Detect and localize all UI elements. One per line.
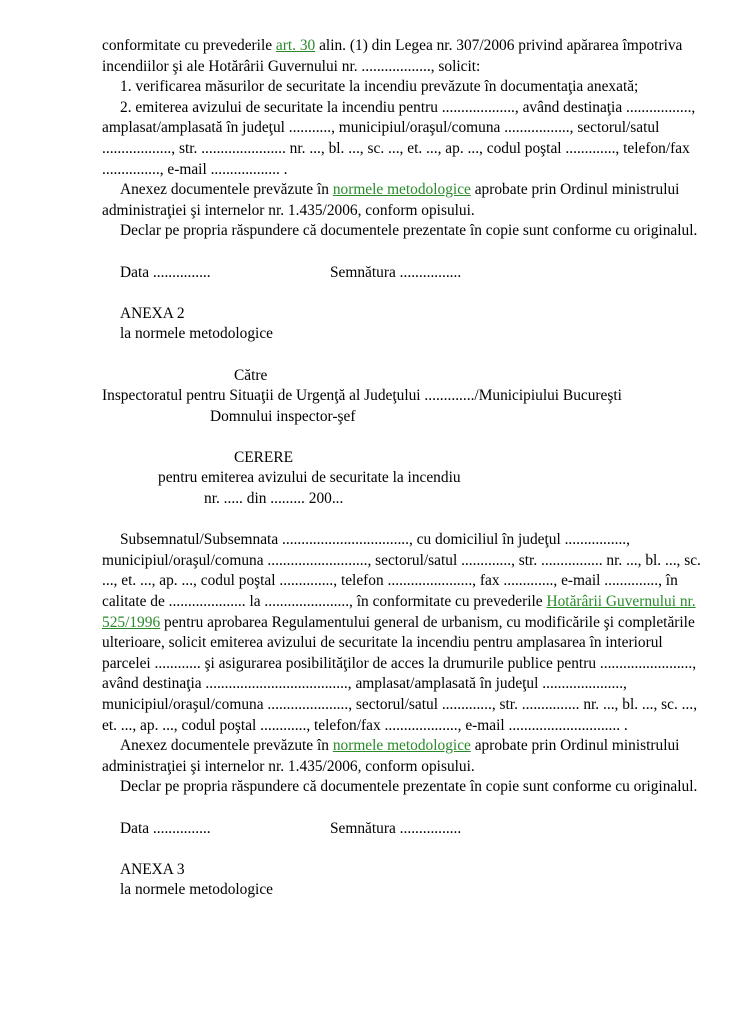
item-2: 2. emiterea avizului de securitate la incendiu pentru ..................., având destinaţia ................., amplasat/amplasată în judeţul ..........., municipiul/oraşul/comuna ................., sectorul/satul .................., str. ...................... nr. ..., bl. ..., sc. ..., et. ..., ap. ..., codul poştal ............., telefon/fax ..............., e-mail .................. .	[102, 98, 696, 178]
anexa-2-subtitle: la normele metodologice	[120, 325, 273, 343]
anexez-text-2: Anexez documentele prevăzute în	[120, 737, 333, 755]
cerere-subtitle: pentru emiterea avizului de securitate la incendiu	[158, 469, 461, 487]
signature-label-2: Semnătura ................	[330, 819, 462, 837]
document-page	[102, 36, 702, 901]
inspectorat-line: Inspectoratul pentru Situaţii de Urgenţă al Judeţului ............./Municipiului Bucureşti	[102, 387, 622, 405]
anexa-3-subtitle: la normele metodologice	[120, 881, 273, 899]
spacer	[102, 798, 702, 819]
cerere-title: CERERE	[234, 448, 293, 466]
date-label-2: Data ...............	[120, 819, 211, 837]
signature-row	[102, 263, 702, 284]
catre-label: Către	[234, 366, 268, 384]
declar-paragraph: Declar pe propria răspundere că documentele prezentate în copie sunt conforme cu originalul.	[120, 222, 698, 240]
cerere-number: nr. ..... din ......... 200...	[204, 490, 344, 508]
spacer	[102, 427, 702, 448]
anexa-3-title: ANEXA 3	[120, 860, 185, 878]
anexez-text-cont-2: aprobate prin Ordinul ministrului administraţiei şi internelor nr. 1.435/2006, conform opisului.	[102, 737, 680, 775]
anexez-text: Anexez documentele prevăzute în	[120, 181, 333, 199]
spacer	[102, 345, 702, 366]
spacer	[102, 510, 702, 531]
anexez-paragraph	[102, 180, 702, 221]
intro-text: conformitate cu prevederile	[102, 37, 276, 54]
signature-row-2	[102, 819, 702, 840]
spacer	[102, 242, 702, 263]
anexa-2-title: ANEXA 2	[120, 304, 185, 322]
subsemnatul-paragraph	[102, 530, 702, 736]
signature-label: Semnătura ................	[330, 263, 462, 281]
intro-paragraph	[102, 36, 702, 77]
date-label: Data ...............	[120, 263, 211, 281]
hg-525-link[interactable]: Hotărârii Guvernului nr. 525/1996	[102, 593, 696, 631]
domnului-line: Domnului inspector-şef	[210, 407, 356, 425]
spacer	[102, 283, 702, 304]
anexez-text-cont: aprobate prin Ordinul ministrului administraţiei şi internelor nr. 1.435/2006, conform opisului.	[102, 181, 680, 219]
normele-metodologice-link[interactable]: normele metodologice	[332, 181, 471, 199]
normele-metodologice-link-2[interactable]: normele metodologice	[332, 737, 471, 755]
subsemnatul-text-cont: pentru aprobarea Regulamentului general de urbanism, cu modificările şi completările ulterioare, solicit emiterea avizului de securitate la incendiu pentru amplasarea în interiorul parcelei ............ şi asigurarea posibilităţilor de acces la drumurile publice pentru ........................, având destinaţia ....................................., amplasat/amplasată în judeţul ....................., municipiul/oraşul/comuna ....................., sectorul/satul ............., str. ............... nr. ..., bl. ..., sc. ..., et. ..., ap. ..., codul poştal ............, telefon/fax ..................., e-mail ............................. .	[102, 613, 698, 734]
declar-paragraph-2: Declar pe propria răspundere că documentele prezentate în copie sunt conforme cu originalul.	[120, 778, 698, 796]
item-1: 1. verificarea măsurilor de securitate la incendiu prevăzute în documentaţia anexată;	[120, 78, 639, 96]
art-30-link[interactable]: art. 30	[275, 37, 316, 54]
subsemnatul-text: Subsemnatul/Subsemnata ................................., cu domiciliul în judeţul ................, municipiul/oraşul/comuna .........................., sectorul/satul ............., str. ................ nr. ..., bl. ..., sc. ..., et. ..., ap. ..., codul poştal .............., telefon ......................, fax ............., e-mail .............., în calitate de .................... la ......................, în conformitate cu prevederile	[102, 531, 701, 611]
anexez-paragraph-2	[102, 736, 702, 777]
spacer	[102, 839, 702, 860]
intro-text-cont: alin. (1) din Legea nr. 307/2006 privind apărarea împotriva incendiilor şi ale Hotărârii Guvernului nr. .................., solicit:	[102, 37, 683, 75]
